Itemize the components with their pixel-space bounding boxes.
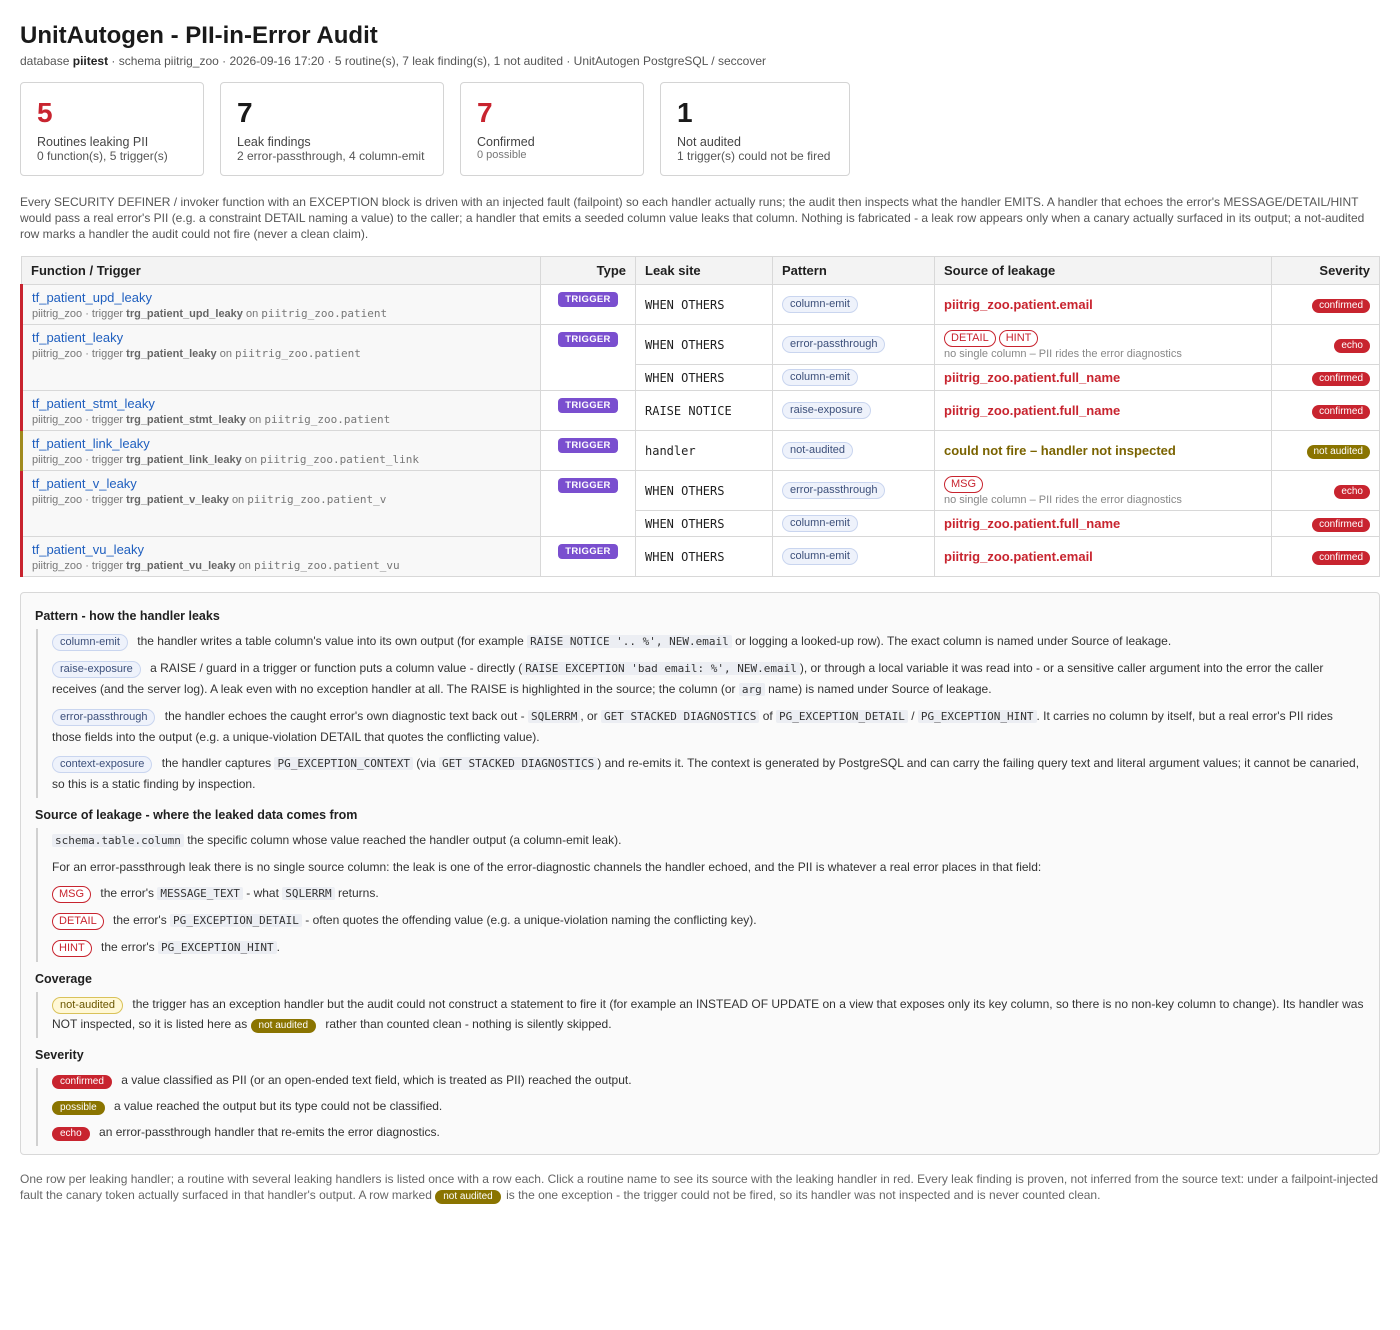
table-name: piitrig_zoo.patient [261, 307, 388, 320]
summary-cards [20, 82, 1380, 176]
legend-text: a value reached the output but its type could not be classified. [114, 1099, 443, 1113]
routine-meta [32, 453, 531, 466]
pattern-pill: error-passthrough [782, 482, 885, 499]
card-not-audited [660, 82, 850, 176]
card-findings [220, 82, 444, 176]
legend-text: , or [580, 709, 598, 723]
table-header [22, 257, 1380, 285]
col-severity: Severity [1272, 257, 1380, 285]
msg-chip: MSG [52, 886, 91, 903]
severity-cell [1272, 365, 1380, 391]
on-label: on [231, 494, 245, 506]
card-num: 5 [37, 97, 53, 128]
legend-item [36, 751, 1365, 798]
pattern-cell [773, 325, 935, 365]
table-name: piitrig_zoo.patient [264, 413, 391, 426]
table-name: piitrig_zoo.patient [235, 347, 361, 360]
table-row [22, 285, 1380, 325]
table-name: piitrig_zoo.patient_vu [253, 559, 400, 572]
confirmed-badge: confirmed [52, 1075, 112, 1089]
pattern-cell [773, 537, 935, 577]
severity-badge: echo [1334, 485, 1370, 499]
legend-item [36, 1068, 1365, 1094]
type-cell [541, 391, 636, 431]
pattern-pill: error-passthrough [782, 336, 885, 353]
source-column: piitrig_zoo.patient.full_name [944, 370, 1121, 385]
severity-badge: confirmed [1312, 372, 1370, 386]
legend-code: PG_EXCEPTION_DETAIL [170, 914, 302, 927]
routine-link[interactable]: tf_patient_v_leaky [32, 476, 137, 491]
source-column: piitrig_zoo.patient.full_name [944, 403, 1121, 418]
legend-item [36, 704, 1365, 751]
legend-text: . [276, 940, 280, 954]
pattern-pill: error-passthrough [52, 709, 155, 726]
on-label: on [238, 560, 251, 572]
leak-site: WHEN OTHERS [636, 511, 773, 537]
source-cell [935, 365, 1272, 391]
severity-cell [1272, 471, 1380, 511]
table-row [22, 391, 1380, 431]
pattern-pill: column-emit [782, 515, 858, 532]
card-num: 7 [477, 97, 493, 128]
severity-cell [1272, 511, 1380, 537]
source-column: piitrig_zoo.patient.email [944, 297, 1093, 312]
legend-text: - what [246, 886, 279, 900]
leak-site: handler [636, 431, 773, 471]
routine-meta [32, 307, 531, 320]
leak-site: WHEN OTHERS [636, 365, 773, 391]
legend-code: GET STACKED DIAGNOSTICS [439, 757, 597, 770]
pattern-cell [773, 365, 935, 391]
severity-badge: confirmed [1312, 299, 1370, 313]
legend-item: For an error-passthrough leak there is no single source column: the leak is one of the error-diagnostic channels the handler echoed, and the PII is whatever a real error places in that field: [36, 855, 1365, 881]
severity-badge: confirmed [1312, 551, 1370, 565]
legend-code: SQLERRM [528, 710, 580, 723]
legend-text: the error's [100, 886, 155, 900]
source-note: no single column – PII rides the error diagnostics [944, 493, 1182, 506]
schema-label: piitrig_zoo · trigger [32, 560, 124, 572]
routine-cell [22, 285, 541, 325]
pattern-pill: context-exposure [52, 756, 152, 773]
card-label: Confirmed [477, 135, 535, 149]
on-label: on [249, 414, 262, 426]
trigger-name: trg_patient_v_leaky [126, 494, 229, 506]
source-column: piitrig_zoo.patient.full_name [944, 516, 1121, 531]
pattern-cell [773, 511, 935, 537]
type-cell [541, 431, 636, 471]
col-source: Source of leakage [935, 257, 1272, 285]
card-detail: 2 error-passthrough, 4 column-emit [237, 149, 425, 163]
leak-site: WHEN OTHERS [636, 537, 773, 577]
trigger-name: trg_patient_stmt_leaky [126, 414, 246, 426]
trigger-badge: TRIGGER [558, 544, 617, 559]
footer-text: is the one exception - the trigger could not be fired, so its handler was not inspected and is never counted clean. [506, 1188, 1101, 1202]
legend-item [36, 1094, 1365, 1120]
table-row [22, 431, 1380, 471]
legend-text: the handler captures [161, 756, 272, 770]
not-audited-badge: not audited [435, 1190, 501, 1204]
pattern-cell [773, 285, 935, 325]
legend-text: name) is named under Source of leakage. [768, 682, 992, 696]
routine-meta [32, 559, 531, 572]
hint-chip: HINT [999, 330, 1039, 347]
msg-chip: MSG [944, 476, 983, 493]
routine-link[interactable]: tf_patient_vu_leaky [32, 542, 145, 557]
routine-link[interactable]: tf_patient_stmt_leaky [32, 396, 155, 411]
trigger-name: trg_patient_upd_leaky [126, 308, 243, 320]
schema-label: piitrig_zoo · trigger [32, 494, 124, 506]
legend-text: the specific column whose value reached the handler output (a column-emit leak). [187, 833, 622, 847]
legend-item [36, 881, 1365, 908]
severity-badge: echo [1334, 339, 1370, 353]
card-label: Not audited [677, 135, 741, 149]
pattern-pill: column-emit [782, 369, 858, 386]
col-type: Type [541, 257, 636, 285]
page-subtitle [20, 54, 1380, 68]
table-name: piitrig_zoo.patient_v [247, 493, 387, 506]
severity-cell [1272, 325, 1380, 365]
col-pattern: Pattern [773, 257, 935, 285]
legend-text: ), or through a local variable it was read into - or a sensitive caller argument into the error the caller receives (and the server log). A leak even with no exception handler at all. The RAISE is highlighted in the source; the column (or [52, 661, 1324, 696]
routine-meta [32, 413, 531, 426]
pattern-pill: column-emit [782, 548, 858, 565]
routine-cell [22, 391, 541, 431]
legend-text: the error's [113, 913, 167, 927]
subtitle-rest: · schema piitrig_zoo · 2026-09-16 17:20 · 5 routine(s), 7 leak finding(s), 1 not audited · UnitAutogen PostgreSQL / seccover [111, 54, 766, 68]
trigger-name: trg_patient_leaky [126, 348, 217, 360]
legend-text: rather than counted clean - nothing is silently skipped. [325, 1017, 612, 1031]
source-cell [935, 431, 1272, 471]
leak-site: RAISE NOTICE [636, 391, 773, 431]
on-label: on [245, 308, 259, 320]
legend-item [36, 656, 1365, 704]
legend-code: PG_EXCEPTION_CONTEXT [274, 757, 412, 770]
card-num: 1 [677, 97, 693, 128]
legend-text: ) and re-emits it. The context is generated by PostgreSQL and can carry the failing query text and literal argument values; it cannot be canaried, so this is a static finding by inspection. [52, 756, 1360, 791]
echo-badge: echo [52, 1127, 90, 1141]
legend-text: an error-passthrough handler that re-emits the error diagnostics. [99, 1125, 440, 1139]
routine-meta [32, 493, 531, 506]
source-cell [935, 391, 1272, 431]
col-function: Function / Trigger [22, 257, 541, 285]
severity-cell [1272, 285, 1380, 325]
legend-text: the error's [101, 940, 155, 954]
card-detail: 0 function(s), 5 trigger(s) [37, 149, 168, 163]
legend-code: GET STACKED DIAGNOSTICS [601, 710, 759, 723]
legend-item [36, 828, 1365, 855]
source-column: could not fire – handler not inspected [944, 443, 1176, 458]
severity-cell [1272, 391, 1380, 431]
legend-item [36, 629, 1365, 656]
pattern-pill: raise-exposure [782, 402, 871, 419]
legend-text: . It carries no column by itself, but a real error's PII rides those fields into the output (e.g. a unique-violation DETAIL that quotes the conflicting value). [52, 709, 1333, 744]
not-audited-pill: not-audited [52, 997, 123, 1014]
routine-cell [22, 471, 541, 537]
pattern-pill: raise-exposure [52, 661, 141, 678]
type-cell [541, 285, 636, 325]
routine-link[interactable]: tf_patient_link_leaky [32, 436, 150, 451]
pattern-pill: not-audited [782, 442, 853, 459]
trigger-badge: TRIGGER [558, 398, 617, 413]
source-cell [935, 471, 1272, 511]
legend-code: SQLERRM [282, 887, 334, 900]
legend-text: / [911, 709, 915, 723]
db-label: database [20, 54, 70, 68]
card-confirmed [460, 82, 644, 176]
trigger-badge: TRIGGER [558, 438, 617, 453]
severity-cell [1272, 537, 1380, 577]
on-label: on [219, 348, 232, 360]
table-row [22, 325, 1380, 365]
routine-link[interactable]: tf_patient_upd_leaky [32, 290, 152, 305]
legend-text: the handler echoes the caught error's own diagnostic text back out - [164, 709, 525, 723]
routine-meta [32, 347, 531, 360]
hint-chip: HINT [52, 940, 92, 957]
card-detail: 0 possible [477, 149, 527, 161]
legend-text: of [762, 709, 773, 723]
severity-cell [1272, 431, 1380, 471]
routine-link[interactable]: tf_patient_leaky [32, 330, 124, 345]
card-detail: 1 trigger(s) could not be fired [677, 149, 831, 163]
leak-site: WHEN OTHERS [636, 285, 773, 325]
trigger-name: trg_patient_link_leaky [126, 454, 242, 466]
schema-label: piitrig_zoo · trigger [32, 348, 124, 360]
trigger-badge: TRIGGER [558, 332, 617, 347]
legend-coverage-title: Coverage [35, 972, 92, 986]
legend-item [36, 992, 1365, 1038]
db-name: piitest [72, 54, 109, 68]
type-cell [541, 325, 636, 391]
pattern-cell [773, 471, 935, 511]
pattern-cell [773, 431, 935, 471]
legend-code: schema.table.column [52, 834, 184, 847]
legend-source-title: Source of leakage - where the leaked data comes from [35, 808, 358, 822]
routine-cell [22, 431, 541, 471]
not-audited-badge: not audited [251, 1019, 317, 1033]
footer-note [20, 1171, 1380, 1204]
page-title: UnitAutogen - PII-in-Error Audit [20, 22, 378, 49]
pattern-pill: column-emit [52, 634, 128, 651]
severity-badge: confirmed [1312, 405, 1370, 419]
legend-severity-title: Severity [35, 1048, 84, 1062]
severity-badge: not audited [1307, 445, 1371, 459]
trigger-name: trg_patient_vu_leaky [126, 560, 236, 572]
type-cell [541, 537, 636, 577]
schema-label: piitrig_zoo · trigger [32, 454, 124, 466]
legend-code: MESSAGE_TEXT [157, 887, 242, 900]
leak-site: WHEN OTHERS [636, 325, 773, 365]
trigger-badge: TRIGGER [558, 478, 617, 493]
legend-code: PG_EXCEPTION_HINT [158, 941, 277, 954]
source-cell [935, 537, 1272, 577]
leak-site: WHEN OTHERS [636, 471, 773, 511]
table-row [22, 471, 1380, 511]
card-label: Routines leaking PII [37, 135, 149, 149]
type-cell [541, 471, 636, 537]
source-cell [935, 285, 1272, 325]
legend-text: or logging a looked-up row). The exact column is named under Source of leakage. [735, 634, 1172, 648]
legend-code: RAISE EXCEPTION 'bad email: %', NEW.email [522, 662, 800, 675]
pattern-pill: column-emit [782, 296, 858, 313]
legend-text: the trigger has an exception handler but the audit could not construct a statement to fire it (for example an INSTEAD OF UPDATE on a view that exposes only its key column, so there is no non-key column to change). Its handler was NOT inspected, so it is listed here as [52, 997, 1364, 1031]
legend-code: PG_EXCEPTION_DETAIL [776, 710, 908, 723]
intro-text: Every SECURITY DEFINER / invoker function with an EXCEPTION block is driven with an injected fault (failpoint) so each handler actually runs; the audit then inspects what the handler EMITS. A handler that echoes the error's MESSAGE/DETAIL/HINT would pass a real error's PII (e.g. a constraint DETAIL naming a value) to the caller; a handler that emits a seeded column value leaks that column. Nothing is fabricated - a leak row appears only when a canary actually surfaced in its output; a not-audited row marks a handler the audit could not fire (never a clean claim). [20, 195, 1365, 241]
routine-cell [22, 537, 541, 577]
card-num: 7 [237, 97, 253, 128]
source-cell [935, 325, 1272, 365]
pattern-cell [773, 391, 935, 431]
audit-table [20, 256, 1380, 577]
possible-badge: possible [52, 1101, 105, 1115]
legend-item [36, 908, 1365, 935]
table-row [22, 537, 1380, 577]
legend-text: - often quotes the offending value (e.g. a unique-violation naming the conflicting key). [305, 913, 757, 927]
trigger-badge: TRIGGER [558, 292, 617, 307]
legend-code: arg [739, 683, 765, 696]
schema-label: piitrig_zoo · trigger [32, 414, 124, 426]
card-label: Leak findings [237, 135, 311, 149]
legend-item [36, 1120, 1365, 1146]
source-cell [935, 511, 1272, 537]
source-column: piitrig_zoo.patient.email [944, 549, 1093, 564]
footer-text: One row per leaking handler; a routine with several leaking handlers is listed once with a row each. Click a routine name to see its source with the leaking handler in red. Every leak finding is proven, not inferred from the source text: under a failpoint-injected fault the canary token actually surfaced in that handler's output. A row marked [20, 1172, 1379, 1202]
legend-panel [20, 592, 1380, 1155]
detail-chip: DETAIL [52, 913, 104, 930]
legend-text: (via [416, 756, 436, 770]
legend-code: PG_EXCEPTION_HINT [918, 710, 1037, 723]
legend-item [36, 935, 1365, 962]
on-label: on [244, 454, 258, 466]
legend-text: a RAISE / guard in a trigger or function puts a column value - directly ( [150, 661, 523, 675]
source-note: no single column – PII rides the error diagnostics [944, 347, 1182, 360]
col-leak-site: Leak site [636, 257, 773, 285]
legend-code: RAISE NOTICE '.. %', NEW.email [527, 635, 732, 648]
detail-chip: DETAIL [944, 330, 996, 347]
legend-text: a value classified as PII (or an open-ended text field, which is treated as PII) reached the output. [121, 1073, 632, 1087]
legend-pattern-title: Pattern - how the handler leaks [35, 609, 220, 623]
routine-cell [22, 325, 541, 391]
card-routines [20, 82, 204, 176]
table-name: piitrig_zoo.patient_link [260, 453, 420, 466]
legend-text: the handler writes a table column's value into its own output (for example [137, 634, 524, 648]
severity-badge: confirmed [1312, 518, 1370, 532]
legend-text: returns. [337, 886, 379, 900]
schema-label: piitrig_zoo · trigger [32, 308, 124, 320]
